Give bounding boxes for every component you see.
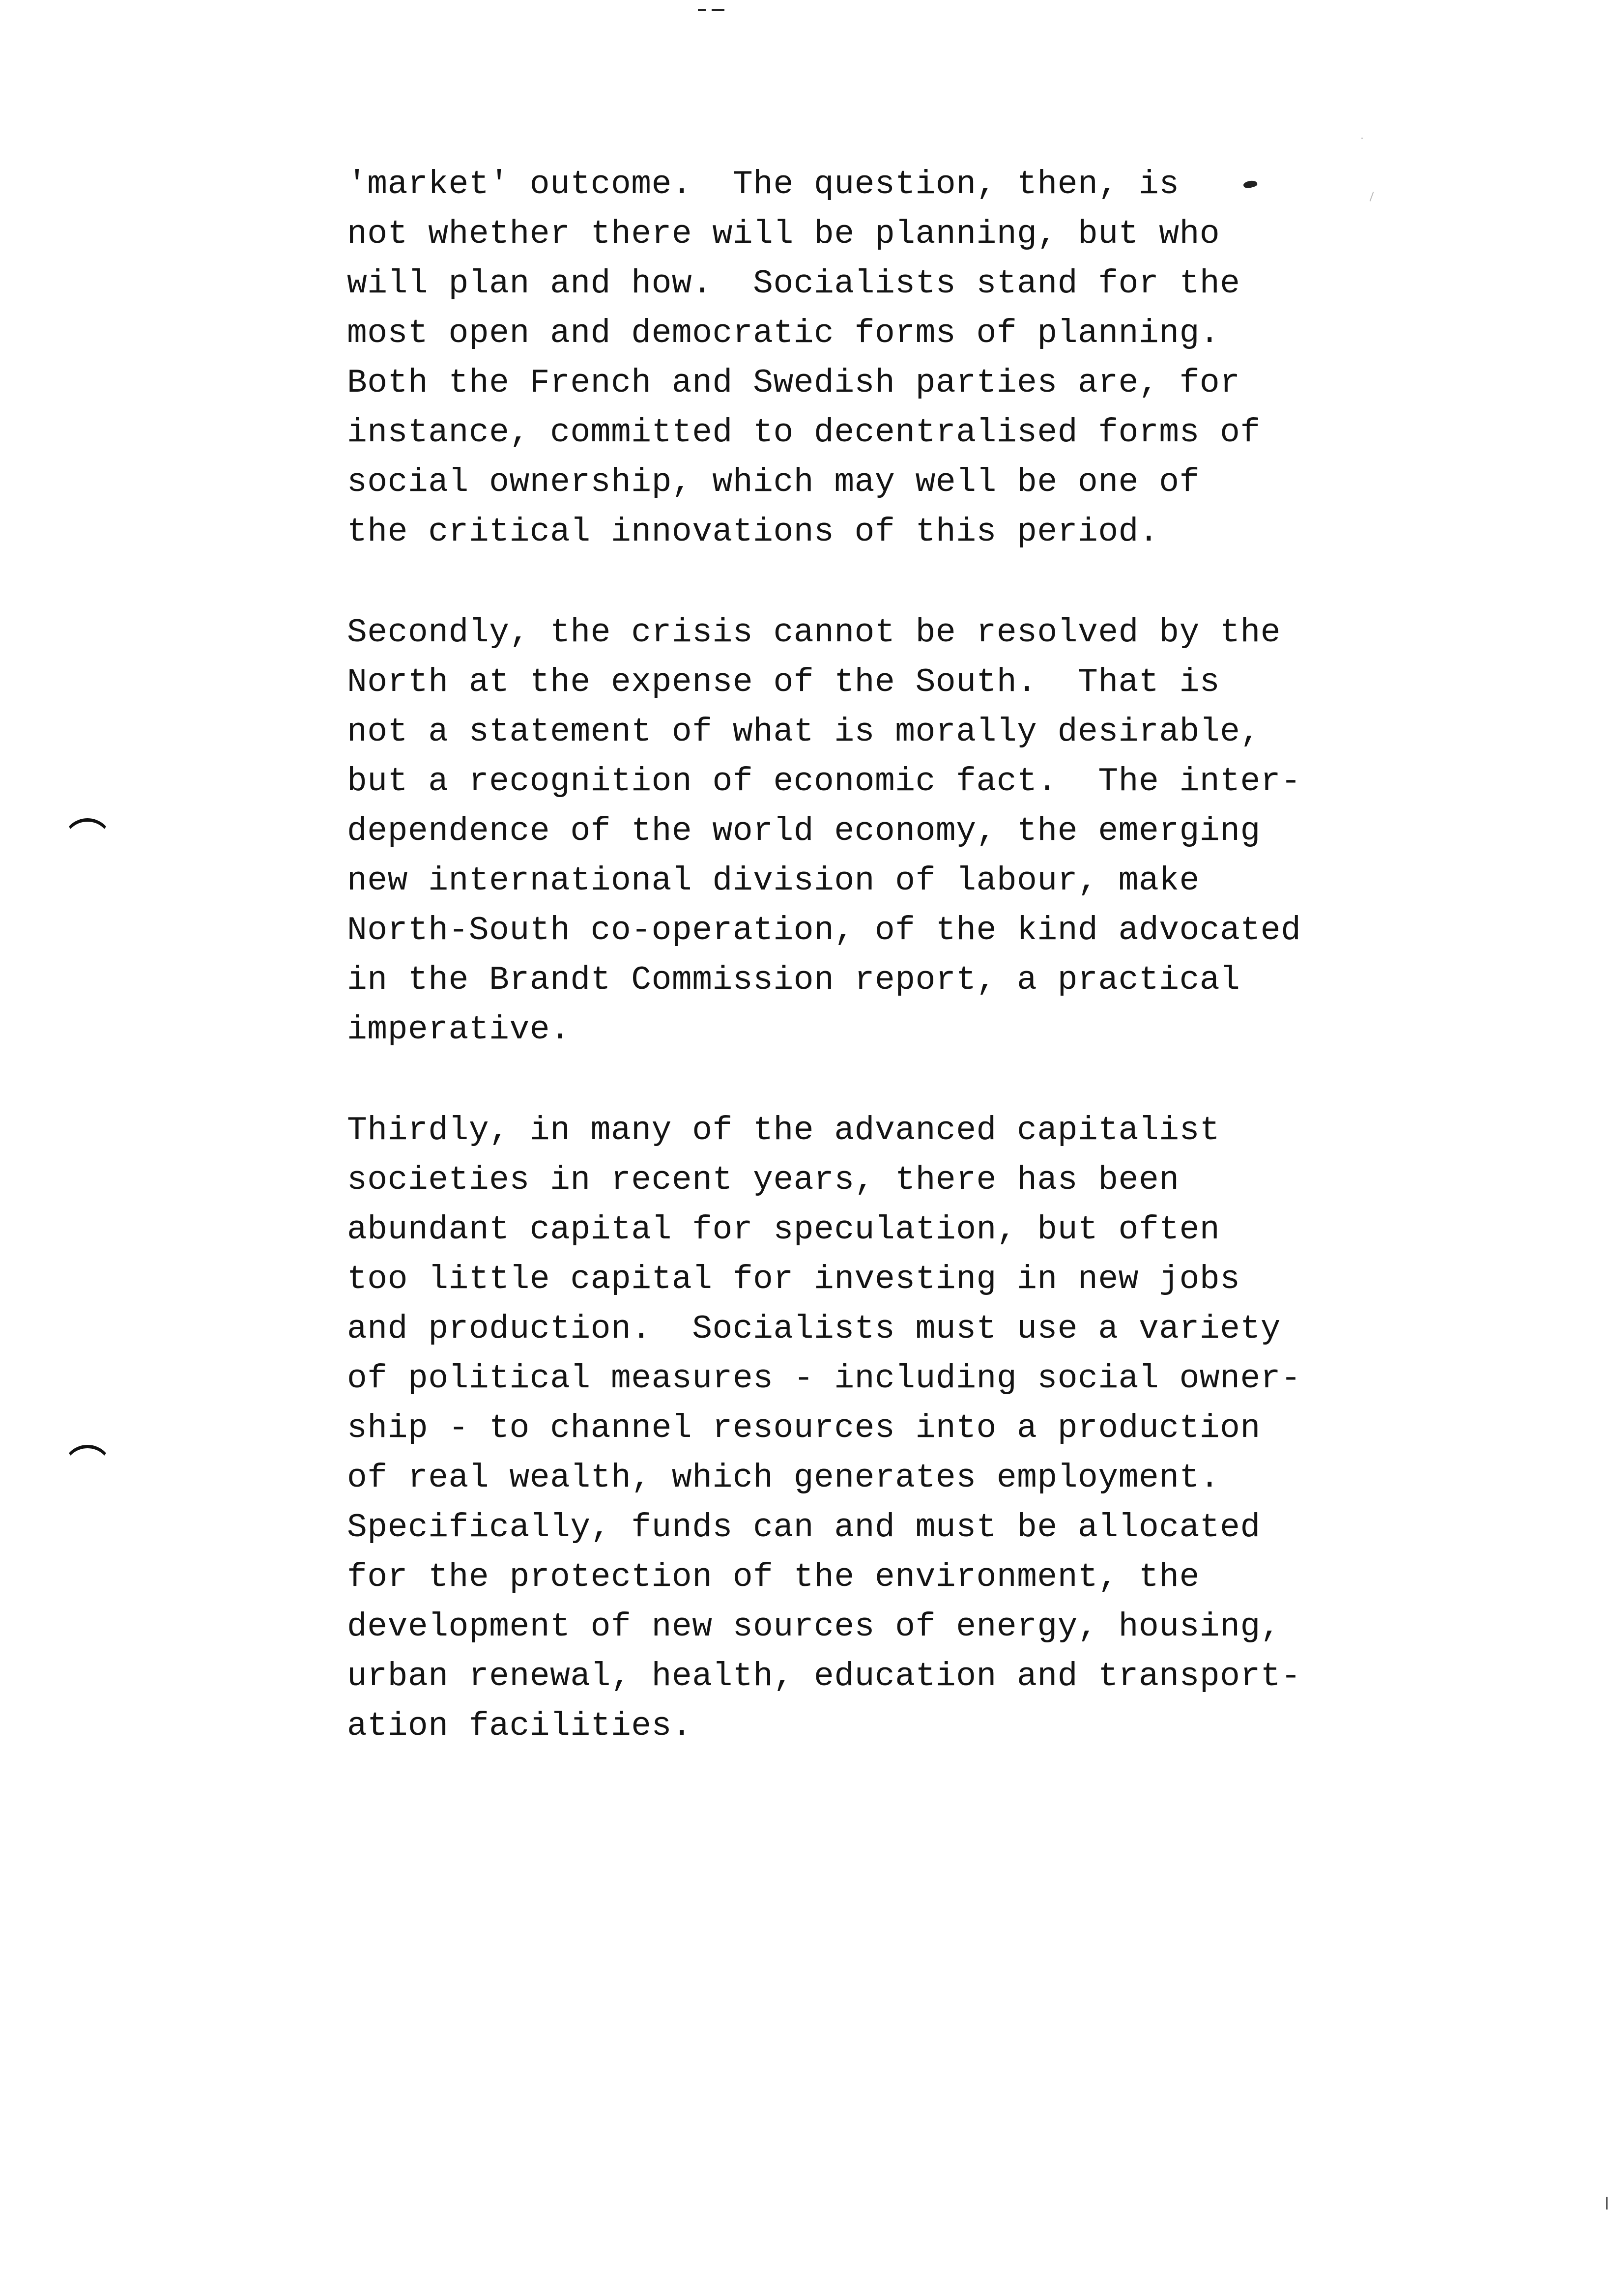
- text-line: abundant capital for speculation, but often: [347, 1211, 1220, 1249]
- text-line: in the Brandt Commission report, a practical: [347, 961, 1240, 999]
- scan-speck: [1361, 138, 1363, 139]
- text-line: new international division of labour, make: [347, 862, 1200, 900]
- text-line: not a statement of what is morally desirable,: [347, 713, 1261, 751]
- scan-speck: [712, 9, 724, 11]
- scan-speck: [1606, 2197, 1608, 2210]
- text-line: most open and democratic forms of planning.: [347, 315, 1220, 352]
- text-line: Specifically, funds can and must be allocated: [347, 1509, 1261, 1547]
- text-line: 'market' outcome. The question, then, is: [347, 166, 1180, 203]
- scan-speck: [698, 9, 706, 11]
- text-line: not whether there will be planning, but who: [347, 215, 1220, 253]
- text-line: and production. Socialists must use a variety: [347, 1310, 1281, 1348]
- paragraph-capital-investment: [347, 1106, 1330, 1751]
- text-line: ation facilities.: [347, 1707, 692, 1745]
- text-line: North at the expense of the South. That is: [347, 663, 1220, 701]
- paragraph-planning: [347, 160, 1330, 557]
- text-line: imperative.: [347, 1011, 571, 1049]
- text-line: societies in recent years, there has been: [347, 1161, 1180, 1199]
- text-line: of political measures - including social owner-: [347, 1360, 1301, 1398]
- text-line: Thirdly, in many of the advanced capitalist: [347, 1112, 1220, 1149]
- text-line: Both the French and Swedish parties are, for: [347, 364, 1240, 402]
- punch-hole-mark: [63, 818, 112, 866]
- punch-hole-mark: [63, 1445, 112, 1492]
- text-line: but a recognition of economic fact. The inter-: [347, 763, 1301, 801]
- text-line: too little capital for investing in new jobs: [347, 1261, 1240, 1298]
- text-line: of real wealth, which generates employment.: [347, 1459, 1220, 1497]
- text-line: instance, committed to decentralised forms of: [347, 414, 1261, 452]
- text-line: the critical innovations of this period.: [347, 513, 1159, 551]
- text-line: dependence of the world economy, the emerging: [347, 812, 1261, 850]
- paragraph-north-south: [347, 608, 1330, 1055]
- text-line: for the protection of the environment, the: [347, 1558, 1200, 1596]
- text-line: urban renewal, health, education and transport-: [347, 1658, 1301, 1695]
- text-line: North-South co-operation, of the kind advocated: [347, 912, 1301, 949]
- scan-speck: [1370, 192, 1374, 201]
- text-line: ship - to channel resources into a production: [347, 1409, 1261, 1447]
- text-line: Secondly, the crisis cannot be resolved by the: [347, 614, 1281, 652]
- text-line: development of new sources of energy, housing,: [347, 1608, 1281, 1646]
- text-line: will plan and how. Socialists stand for the: [347, 265, 1240, 303]
- text-line: social ownership, which may well be one of: [347, 463, 1200, 501]
